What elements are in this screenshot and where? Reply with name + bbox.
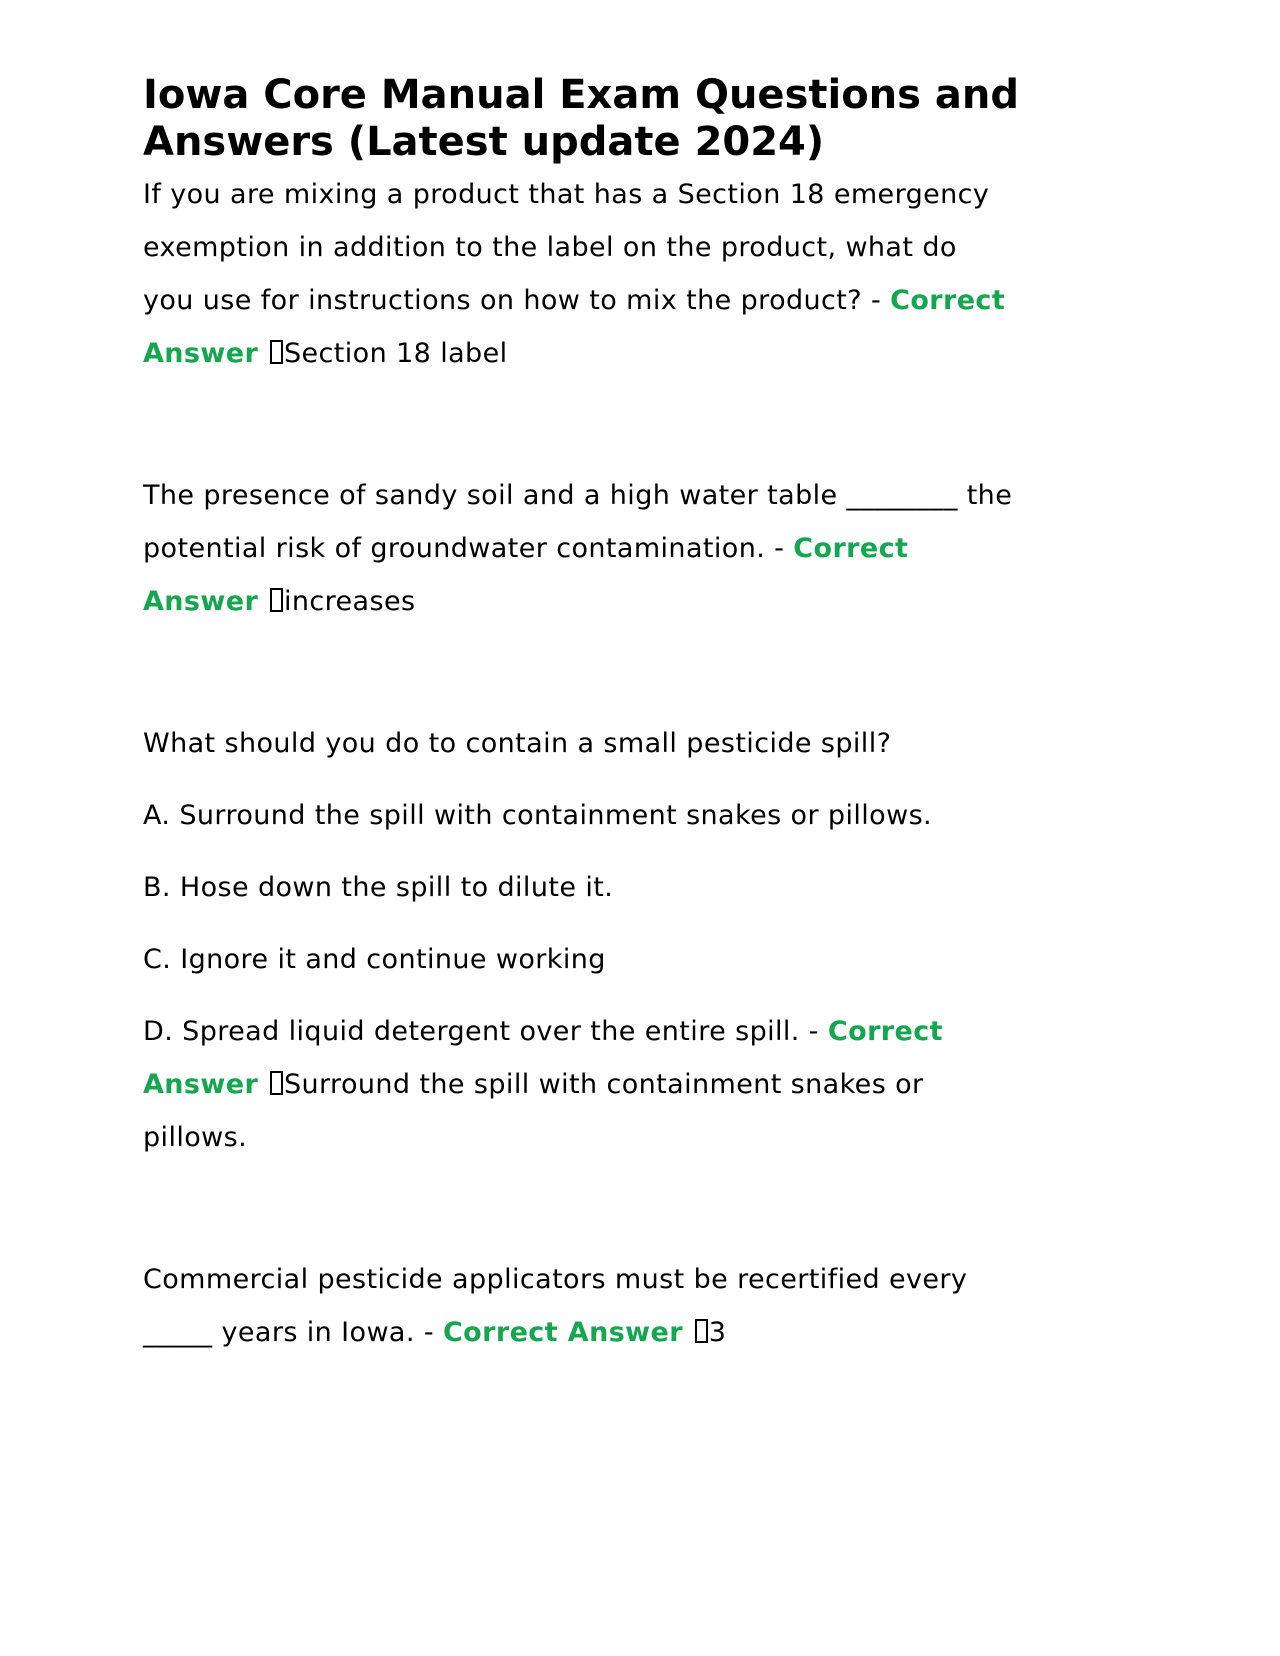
text-run: What should you do to contain a small pesticide spill?	[143, 728, 892, 759]
correct-answer-label: Correct Answer	[442, 1317, 693, 1348]
text-run: pillows.	[143, 1122, 248, 1153]
text-run: If you are mixing a product that has a Section 18 emergency	[143, 179, 990, 210]
missing-glyph-box-icon	[270, 588, 283, 612]
correct-answer-label: Correct	[793, 533, 909, 564]
text-run: C. Ignore it and continue working	[143, 944, 606, 975]
qa-3-question	[143, 717, 1180, 770]
text-run: Iowa Core Manual Exam Questions and	[143, 72, 1019, 118]
qa-3-option-d	[143, 1005, 1180, 1164]
document-content	[143, 72, 1180, 1359]
text-run: B. Hose down the spill to dilute it.	[143, 872, 614, 903]
qa-3-option-b	[143, 861, 1180, 914]
text-run: The presence of sandy soil and a high water table ________ the	[143, 480, 1013, 511]
paragraph-gap	[143, 1183, 1180, 1253]
correct-answer-label: Answer	[143, 586, 268, 617]
correct-answer-label: Correct	[890, 285, 1006, 316]
missing-glyph-box-icon	[270, 1071, 283, 1095]
qa-2	[143, 469, 1180, 628]
text-run: _____ years in Iowa. -	[143, 1317, 443, 1348]
text-run: 3	[708, 1317, 727, 1348]
qa-3-option-a	[143, 789, 1180, 842]
paragraph-gap	[143, 399, 1180, 469]
missing-glyph-box-icon	[695, 1319, 708, 1343]
text-run: exemption in addition to the label on the product, what do	[143, 232, 957, 263]
text-run: Commercial pesticide applicators must be recertified every	[143, 1264, 968, 1295]
correct-answer-label: Correct	[827, 1016, 943, 1047]
missing-glyph-box-icon	[270, 340, 283, 364]
correct-answer-label: Answer	[143, 338, 268, 369]
correct-answer-label: Answer	[143, 1069, 268, 1100]
text-run: increases	[283, 586, 416, 617]
text-run: Surround the spill with containment snakes or	[283, 1069, 924, 1100]
text-run: Answers (Latest update 2024)	[143, 119, 825, 165]
text-run: you use for instructions on how to mix the product? -	[143, 285, 891, 316]
text-run: Section 18 label	[283, 338, 508, 369]
document-title	[143, 72, 1180, 166]
text-run: potential risk of groundwater contamination. -	[143, 533, 794, 564]
qa-1	[143, 168, 1180, 380]
qa-3-option-c	[143, 933, 1180, 986]
text-run: A. Surround the spill with containment snakes or pillows.	[143, 800, 933, 831]
text-run: D. Spread liquid detergent over the entire spill. -	[143, 1016, 828, 1047]
paragraph-gap	[143, 647, 1180, 717]
qa-4	[143, 1253, 1180, 1359]
